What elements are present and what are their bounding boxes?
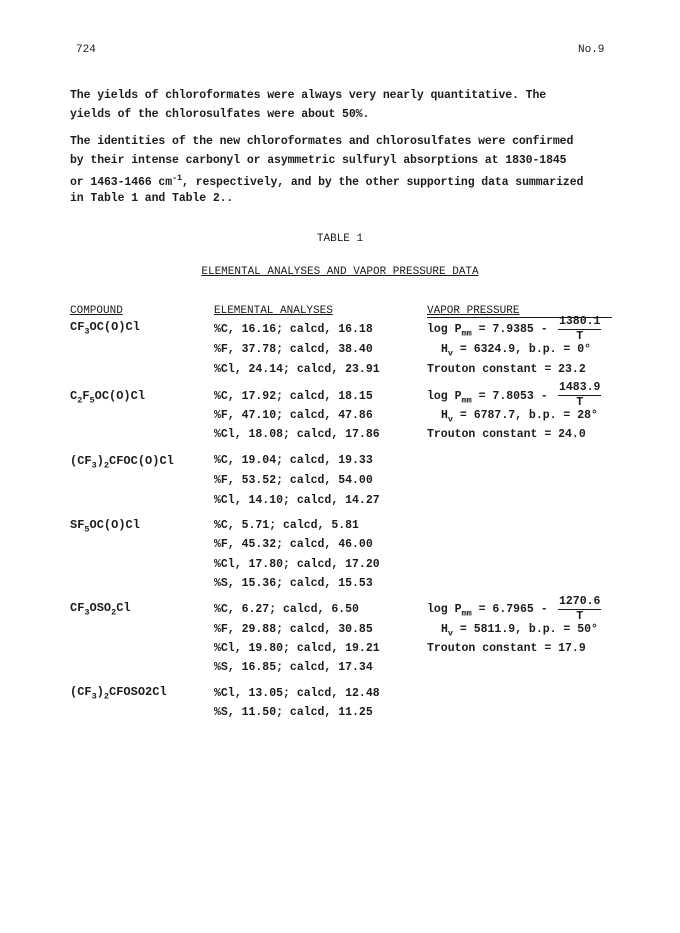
analysis-row: %Cl, 17.80; calcd, 17.20 [214,558,380,571]
paragraph-1-line-2: yields of the chlorosulfates were about 50%. [70,108,370,121]
analysis-row: %Cl, 13.05; calcd, 12.48 [214,687,380,700]
column-header-elemental-analyses: ELEMENTAL ANALYSES [214,305,333,317]
analysis-row: %F, 53.52; calcd, 54.00 [214,474,373,487]
vapor-fraction: $\frac{1483.9}{T}$ [559,381,601,409]
analysis-row: %C, 5.71; calcd, 5.81 [214,519,359,532]
issue-number: No.9 [578,44,605,56]
analysis-row: %C, 19.04; calcd, 19.33 [214,454,373,467]
paragraph-1-line-1: The yields of chloroformates were always very nearly quantitative. The [70,89,547,102]
analysis-row: %C, 16.16; calcd, 16.18 [214,323,373,336]
compound-1: $CF_3OC(O)Cl$ [70,320,140,337]
paragraph-2-line-1: The identities of the new chloroformates and chlorosulfates were confirmed [70,135,574,148]
compound-6: $(CF_3)_2CFOSO2Cl$ [70,685,167,702]
page-number: 724 [76,44,96,56]
vapor-heat-of-vaporization: $H_v = 6787.7$, b.p. = 28° [441,409,598,425]
analysis-row: %F, 37.78; calcd, 38.40 [214,343,373,356]
analysis-row: %Cl, 18.08; calcd, 17.86 [214,428,380,441]
analysis-row: %S, 15.36; calcd, 15.53 [214,577,373,590]
analysis-row: %C, 6.27; calcd, 6.50 [214,603,359,616]
paragraph-2-line-2: by their intense carbonyl or asymmetric sulfuryl absorptions at 1830-1845 [70,154,567,167]
analysis-row: %Cl, 19.80; calcd, 19.21 [214,642,380,655]
compound-4: $SF_5OC(O)Cl$ [70,518,140,535]
analysis-row: %S, 11.50; calcd, 11.25 [214,706,373,719]
vapor-log-equation: $\log P_{mm} = 6.7965$ - [427,603,548,619]
vapor-fraction: $\frac{1270.6}{T}$ [559,595,601,623]
analysis-row: %Cl, 14.10; calcd, 14.27 [214,494,380,507]
vapor-log-equation: $\log P_{mm} = 7.8053$ - [427,390,548,406]
vapor-trouton-constant: Trouton constant = 24.0 [427,428,586,441]
compound-5: $CF_3OSO_2Cl$ [70,601,131,618]
vapor-log-equation: $\log P_{mm} = 7.9385$ - [427,323,548,339]
compound-3: $(CF_3)_2CFOC(O)Cl$ [70,454,174,471]
paragraph-2-line-3: or 1463-1466 $cm^{-1}$, respectively, and by the other supporting data summarized [70,173,584,189]
analysis-row: %S, 16.85; calcd, 17.34 [214,661,373,674]
analysis-row: %C, 17.92; calcd, 18.15 [214,390,373,403]
column-header-compound: COMPOUND [70,305,123,317]
vapor-fraction: $\frac{1380.1}{T}$ [559,315,601,343]
analysis-row: %F, 47.10; calcd, 47.86 [214,409,373,422]
analysis-row: %F, 29.88; calcd, 30.85 [214,623,373,636]
table-title: TABLE 1 [316,233,364,245]
column-header-vapor-pressure: VAPOR PRESSURE [427,305,520,317]
vapor-heat-of-vaporization: $H_v = 5811.9$, b.p. = 50° [441,623,598,639]
vapor-trouton-constant: Trouton constant = 23.2 [427,363,586,376]
vapor-heat-of-vaporization: $H_v = 6324.9$, b.p. = 0° [441,343,592,359]
analysis-row: %F, 45.32; calcd, 46.00 [214,538,373,551]
table-subtitle: ELEMENTAL ANALYSES AND VAPOR PRESSURE DATA [201,266,479,278]
vapor-trouton-constant: Trouton constant = 17.9 [427,642,586,655]
paragraph-2-line-4: in Table 1 and Table 2.. [70,192,234,205]
analysis-row: %Cl, 24.14; calcd, 23.91 [214,363,380,376]
compound-2: $C_2F_5OC(O)Cl$ [70,389,146,406]
